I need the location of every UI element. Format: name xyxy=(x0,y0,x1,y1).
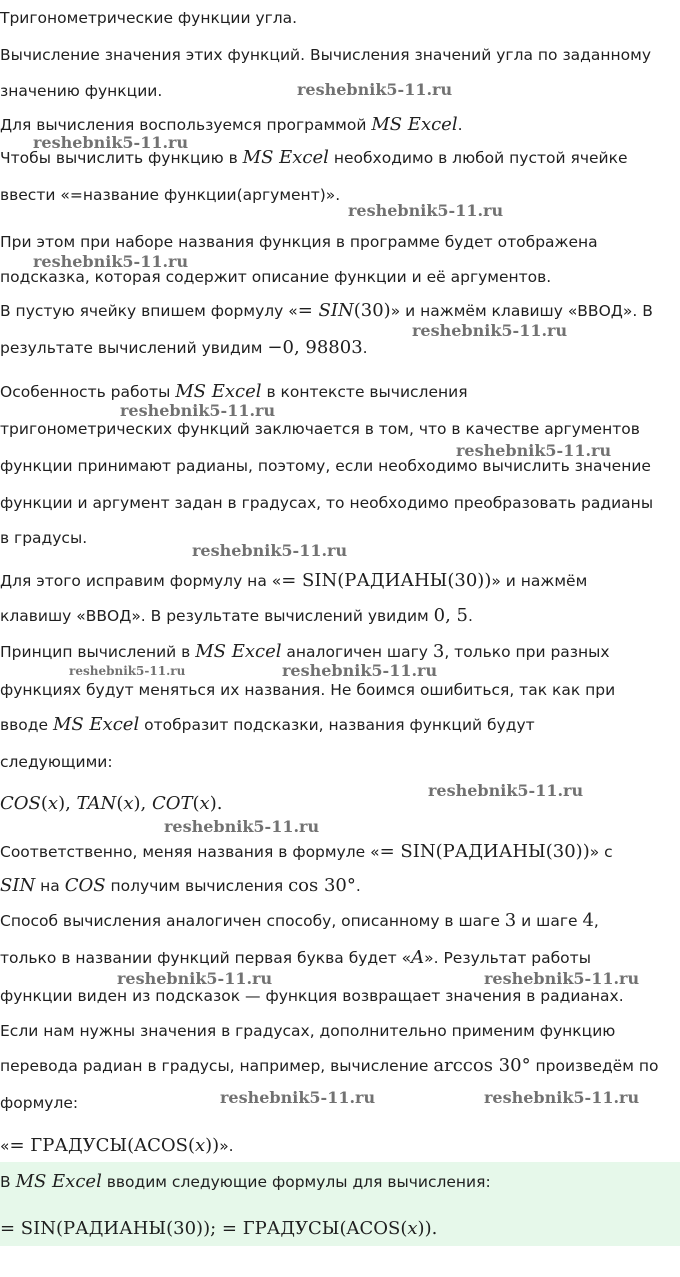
text-line xyxy=(0,1092,78,1114)
text-run: в градусы. xyxy=(0,529,88,547)
text-run: необходимо в любой пустой ячейке xyxy=(328,149,628,167)
watermark: reshebnik5-11.ru xyxy=(164,817,320,836)
text-run: » и нажмём xyxy=(491,572,588,590)
watermark: reshebnik5-11.ru xyxy=(33,133,189,152)
text-run: отобразит подсказки, названия функций будут xyxy=(139,716,535,734)
math-italic: MS Excel xyxy=(15,1171,102,1192)
text-run: значению функции. xyxy=(0,82,163,100)
math-roman: = xyxy=(297,300,319,321)
text-line xyxy=(0,492,653,514)
math-italic: TAN xyxy=(76,793,117,814)
text-line xyxy=(0,527,87,549)
text-line xyxy=(0,337,368,359)
text-run: Для вычисления воспользуемся программой xyxy=(0,116,372,134)
text-line xyxy=(0,751,113,773)
text-line xyxy=(0,231,598,253)
text-run: формуле: xyxy=(0,1094,79,1112)
math-roman: )) xyxy=(205,1135,220,1156)
text-run: функции виден из подсказок — функция возвращает значения в радианах. xyxy=(0,987,624,1005)
text-run: Способ вычисления аналогичен способу, описанному в шаге xyxy=(0,912,505,930)
math-italic: MS Excel xyxy=(52,714,140,735)
text-line xyxy=(0,841,613,863)
text-line xyxy=(0,679,615,701)
math-italic: x xyxy=(123,793,134,814)
watermark: reshebnik5-11.ru xyxy=(33,252,189,271)
text-run: подсказка, которая содержит описание функции и её аргументов. xyxy=(0,268,552,286)
math-roman: ( xyxy=(116,793,124,814)
text-line xyxy=(0,1020,615,1042)
math-italic: COS xyxy=(0,793,41,814)
text-run: следующими: xyxy=(0,753,113,771)
text-line xyxy=(0,570,587,592)
text-run: и шаге xyxy=(516,912,583,930)
math-roman: 0, 5 xyxy=(433,605,468,626)
text-run: ». xyxy=(219,1137,234,1155)
math-roman: (30) xyxy=(353,300,391,321)
math-italic: MS Excel xyxy=(371,114,458,135)
math-italic: COS xyxy=(64,875,106,896)
math-roman: 3 xyxy=(504,910,517,931)
text-line xyxy=(0,641,610,663)
text-line xyxy=(0,7,297,29)
text-run: . xyxy=(355,877,361,895)
watermark: reshebnik5-11.ru xyxy=(192,541,348,560)
text-run: . xyxy=(362,339,368,357)
math-italic: x xyxy=(199,793,210,814)
watermark: reshebnik5-11.ru xyxy=(484,969,640,988)
watermark: reshebnik5-11.ru xyxy=(120,401,276,420)
text-line xyxy=(0,1055,658,1077)
math-italic: x xyxy=(407,1218,418,1239)
text-run: Тригонометрические функции угла. xyxy=(0,9,298,27)
math-roman: ), xyxy=(133,793,152,814)
watermark: reshebnik5-11.ru xyxy=(282,661,438,680)
text-line xyxy=(0,381,468,403)
math-roman: cos 30° xyxy=(288,875,356,896)
text-line xyxy=(0,947,591,969)
text-run: » и нажмём клавишу «ВВОД». В xyxy=(390,302,653,320)
text-line xyxy=(0,1171,491,1193)
watermark: reshebnik5-11.ru xyxy=(412,321,568,340)
text-run: Если нам нужны значения в градусах, дополнительно применим функцию xyxy=(0,1022,616,1040)
text-run: Соответственно, меняя названия в формуле « xyxy=(0,843,380,861)
text-line xyxy=(0,80,162,102)
text-run: только в названии функций первая буква будет « xyxy=(0,949,412,967)
text-line xyxy=(0,44,651,66)
watermark: reshebnik5-11.ru xyxy=(456,441,612,460)
text-run: на xyxy=(35,877,65,895)
text-run: В пустую ячейку впишем формулу « xyxy=(0,302,298,320)
text-line xyxy=(0,793,222,815)
text-run: Принцип вычислений в xyxy=(0,643,196,661)
text-line xyxy=(0,300,653,322)
math-italic: SIN xyxy=(318,300,354,321)
watermark: reshebnik5-11.ru xyxy=(348,201,504,220)
text-run: При этом при наборе названия функция в программе будет отображена xyxy=(0,233,598,251)
watermark: reshebnik5-11.ru xyxy=(117,969,273,988)
text-line xyxy=(0,184,340,206)
math-italic: A xyxy=(411,947,425,968)
text-line xyxy=(0,418,640,440)
math-roman: arccos 30° xyxy=(433,1055,531,1076)
text-run: функциях будут меняться их названия. Не боимся ошибиться, так как при xyxy=(0,681,616,699)
text-run: , только при разных xyxy=(444,643,610,661)
text-run: Особенность работы xyxy=(0,383,176,401)
text-run: вводе xyxy=(0,716,53,734)
watermark: reshebnik5-11.ru xyxy=(69,664,186,678)
text-run: произведём по xyxy=(530,1057,659,1075)
text-line xyxy=(0,605,473,627)
watermark: reshebnik5-11.ru xyxy=(428,781,584,800)
watermark: reshebnik5-11.ru xyxy=(484,1088,640,1107)
math-italic: COT xyxy=(151,793,193,814)
text-line xyxy=(0,714,535,736)
text-run: ». Результат работы xyxy=(424,949,591,967)
text-run: Для этого исправим формулу на « xyxy=(0,572,282,590)
text-run: « xyxy=(0,1137,10,1155)
math-roman: ). xyxy=(209,793,223,814)
text-run: В xyxy=(0,1173,16,1191)
math-roman: ), xyxy=(58,793,77,814)
text-run: тригонометрических функций заключается в том, что в качестве аргументов xyxy=(0,420,640,438)
math-italic: x xyxy=(47,793,59,814)
math-italic: MS Excel xyxy=(195,641,282,662)
text-line xyxy=(0,1135,234,1157)
math-roman: −0, 98803 xyxy=(267,337,363,358)
text-run: Чтобы вычислить функцию в xyxy=(0,149,243,167)
math-italic: SIN xyxy=(0,875,36,896)
math-roman: )). xyxy=(417,1218,438,1239)
text-run: » с xyxy=(589,843,613,861)
text-run: получим вычисления xyxy=(105,877,289,895)
math-roman: = ГРАДУСЫ(ACOS( xyxy=(9,1135,195,1156)
math-italic: x xyxy=(194,1135,206,1156)
text-run: аналогичен шагу xyxy=(281,643,433,661)
math-italic: MS Excel xyxy=(175,381,262,402)
text-run: . xyxy=(457,116,463,134)
math-roman: = SIN(РАДИАНЫ(30)) xyxy=(281,570,492,591)
watermark: reshebnik5-11.ru xyxy=(297,80,453,99)
math-roman: ( xyxy=(192,793,200,814)
text-run: вводим следующие формулы для вычисления: xyxy=(101,1173,491,1191)
math-italic: MS Excel xyxy=(242,147,329,168)
text-run: перевода радиан в градусы, например, вычисление xyxy=(0,1057,434,1075)
text-line xyxy=(0,985,624,1007)
math-roman: 4 xyxy=(582,910,594,931)
text-run: , xyxy=(593,912,599,930)
text-run: ввести «=название функции(аргумент)». xyxy=(0,186,341,204)
math-roman: 3 xyxy=(432,641,445,662)
text-line xyxy=(0,910,599,932)
math-roman: = SIN(РАДИАНЫ(30)) xyxy=(379,841,590,862)
text-line xyxy=(0,1218,437,1240)
text-run: в контексте вычисления xyxy=(261,383,468,401)
text-run: результате вычислений увидим xyxy=(0,339,268,357)
watermark: reshebnik5-11.ru xyxy=(220,1088,376,1107)
text-run: функции и аргумент задан в градусах, то необходимо преобразовать радианы xyxy=(0,494,654,512)
text-line xyxy=(0,875,361,897)
text-run: Вычисление значения этих функций. Вычисления значений угла по заданному xyxy=(0,46,652,64)
math-roman: ( xyxy=(40,793,48,814)
text-run: функции принимают радианы, поэтому, если необходимо вычислить значение xyxy=(0,457,651,475)
text-run: . xyxy=(468,607,473,625)
math-roman: = SIN(РАДИАНЫ(30)); = ГРАДУСЫ(ACOS( xyxy=(0,1218,408,1239)
text-run: клавишу «ВВОД». В результате вычислений увидим xyxy=(0,607,434,625)
